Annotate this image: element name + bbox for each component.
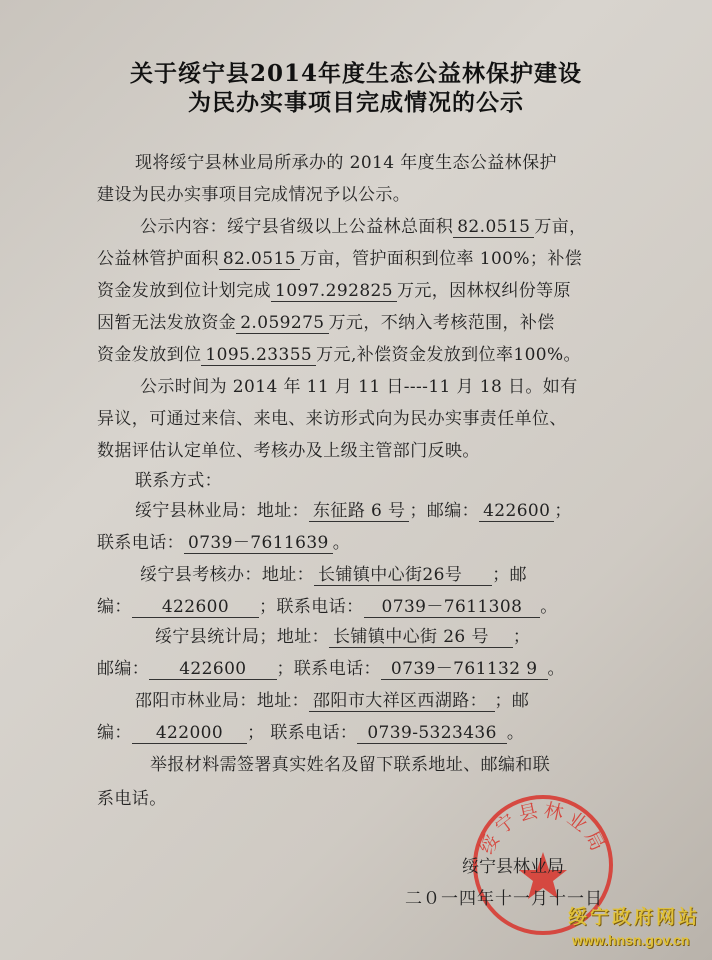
contact-statistics-bureau-line-1 — [155, 622, 530, 647]
period-line-3: 数据评估认定单位、考核办及上级主管部门反映。 — [97, 441, 480, 461]
contact-zip-label: ；邮 — [492, 565, 528, 585]
contact-phone-label: ； 联系电话： — [247, 723, 358, 743]
contact-shaoyang-bureau-line-2 — [97, 718, 524, 743]
content-text: 万元，因林权纠份等原 — [396, 281, 571, 301]
pending-amount-value: 2.059275 — [236, 313, 328, 334]
contact-zip-label: 编： — [97, 723, 132, 743]
contact-shaoyang-bureau-line-1 — [135, 686, 529, 711]
contact-phone-label: 联系电话： — [97, 533, 184, 553]
plan-amount-value: 1097.292825 — [271, 281, 397, 302]
contact-zip-label: ；邮 — [494, 691, 530, 711]
contact-org: 绥宁县统计局； — [155, 627, 277, 647]
content-line-3 — [97, 276, 571, 301]
intro-line-2: 建设为民办实事项目完成情况予以公示。 — [97, 185, 411, 205]
contact-zip: 422600 — [479, 501, 554, 522]
period-line-2: 异议，可通过来信、来电、来访形式向为民办实事责任单位、 — [97, 409, 567, 429]
watermark-site-name: 绥宁政府网站 — [568, 906, 701, 928]
contact-statistics-bureau-line-2 — [97, 654, 565, 679]
contact-assessment-office-line-2 — [97, 592, 558, 617]
watermark-site-url: www.hnsn.gov.cn — [572, 932, 690, 948]
contact-addr: 东征路 6 号 — [309, 501, 409, 522]
contact-heading: 联系方式： — [135, 471, 222, 491]
contact-phone: 0739-5323436 — [357, 723, 507, 744]
contact-org: 邵阳市林业局： — [135, 691, 257, 711]
contact-phone: 0739－7611308 — [364, 597, 541, 618]
document-title-line-1: 关于绥宁县2014年度生态公益林保护建设 — [129, 60, 582, 87]
area-managed-value: 82.0515 — [219, 249, 300, 270]
report-line-2: 系电话。 — [97, 789, 167, 809]
intro-line-1: 现将绥宁县林业局所承办的 2014 年度生态公益林保护 — [135, 153, 557, 173]
report-line-1: 举报材料需签署真实姓名及留下联系地址、邮编和联 — [150, 755, 551, 775]
content-text: 因暂无法发放资金 — [97, 313, 237, 333]
content-text: 资金发放到位 — [97, 345, 202, 365]
contact-end: 。 — [332, 533, 351, 553]
signature-org: 绥宁县林业局 — [462, 857, 564, 877]
content-text: 万亩， — [534, 217, 587, 237]
document-title-line-2: 为民办实事项目完成情况的公示 — [188, 89, 524, 116]
content-line-2 — [97, 244, 582, 269]
content-line-5 — [97, 340, 581, 365]
signature-date: 二０一四年十一月十一日 — [405, 889, 603, 909]
content-text: 资金发放到位计划完成 — [97, 281, 271, 301]
period-line-1: 公示时间为 2014 年 11 月 11 日----11 月 18 日。如有 — [140, 377, 578, 397]
content-line-4 — [97, 308, 555, 333]
seal-text: 绥宁县林业局 — [475, 799, 611, 858]
contact-addr-label: 地址： — [256, 501, 310, 521]
content-text: 公益林管护面积 — [97, 249, 219, 269]
contact-sep: ； — [512, 627, 531, 647]
contact-addr-label: 地址： — [256, 691, 310, 711]
contact-phone-label: ；联系电话： — [276, 659, 381, 679]
contact-zip: 422600 — [132, 597, 259, 618]
contact-zip-label: 邮编： — [97, 659, 150, 679]
contact-forestry-bureau-line-2 — [97, 528, 350, 553]
contact-addr: 长铺镇中心街 26 号 — [329, 627, 513, 648]
area-total-value: 82.0515 — [453, 217, 534, 238]
contact-end: 。 — [540, 597, 558, 617]
contact-forestry-bureau-line-1 — [135, 496, 572, 521]
contact-zip-label: 编： — [97, 597, 132, 617]
contact-sep: ； — [554, 501, 572, 521]
content-text: 万元,补偿资金发放到位率100%。 — [316, 345, 581, 365]
contact-assessment-office-line-1 — [140, 560, 527, 585]
contact-zip: 422600 — [149, 659, 276, 680]
content-line-1 — [140, 212, 587, 237]
contact-addr: 长铺镇中心街26号 — [314, 565, 492, 586]
paid-amount-value: 1095.23355 — [201, 345, 316, 366]
contact-zip-label: ；邮编： — [409, 501, 480, 521]
contact-org: 绥宁县考核办： — [140, 565, 262, 585]
content-text: 万亩，管护面积到位率 100%；补偿 — [299, 249, 583, 269]
contact-phone-label: ；联系电话： — [259, 597, 364, 617]
svg-text:绥宁县林业局 — [476, 799, 611, 858]
contact-phone: 0739－7611639 — [184, 533, 333, 554]
contact-addr-label: 地址： — [276, 627, 330, 647]
contact-org: 绥宁县林业局： — [135, 501, 257, 521]
contact-zip: 422000 — [132, 723, 247, 744]
contact-addr: 邵阳市大祥区西湖路： — [309, 691, 495, 712]
contact-phone: 0739－761132 9 — [381, 659, 548, 680]
content-text: 公示内容：绥宁县省级以上公益林总面积 — [140, 217, 454, 237]
contact-end: 。 — [506, 723, 525, 743]
contact-addr-label: 地址： — [261, 565, 315, 585]
contact-end: 。 — [547, 659, 565, 679]
content-text: 万元，不纳入考核范围，补偿 — [328, 313, 555, 333]
